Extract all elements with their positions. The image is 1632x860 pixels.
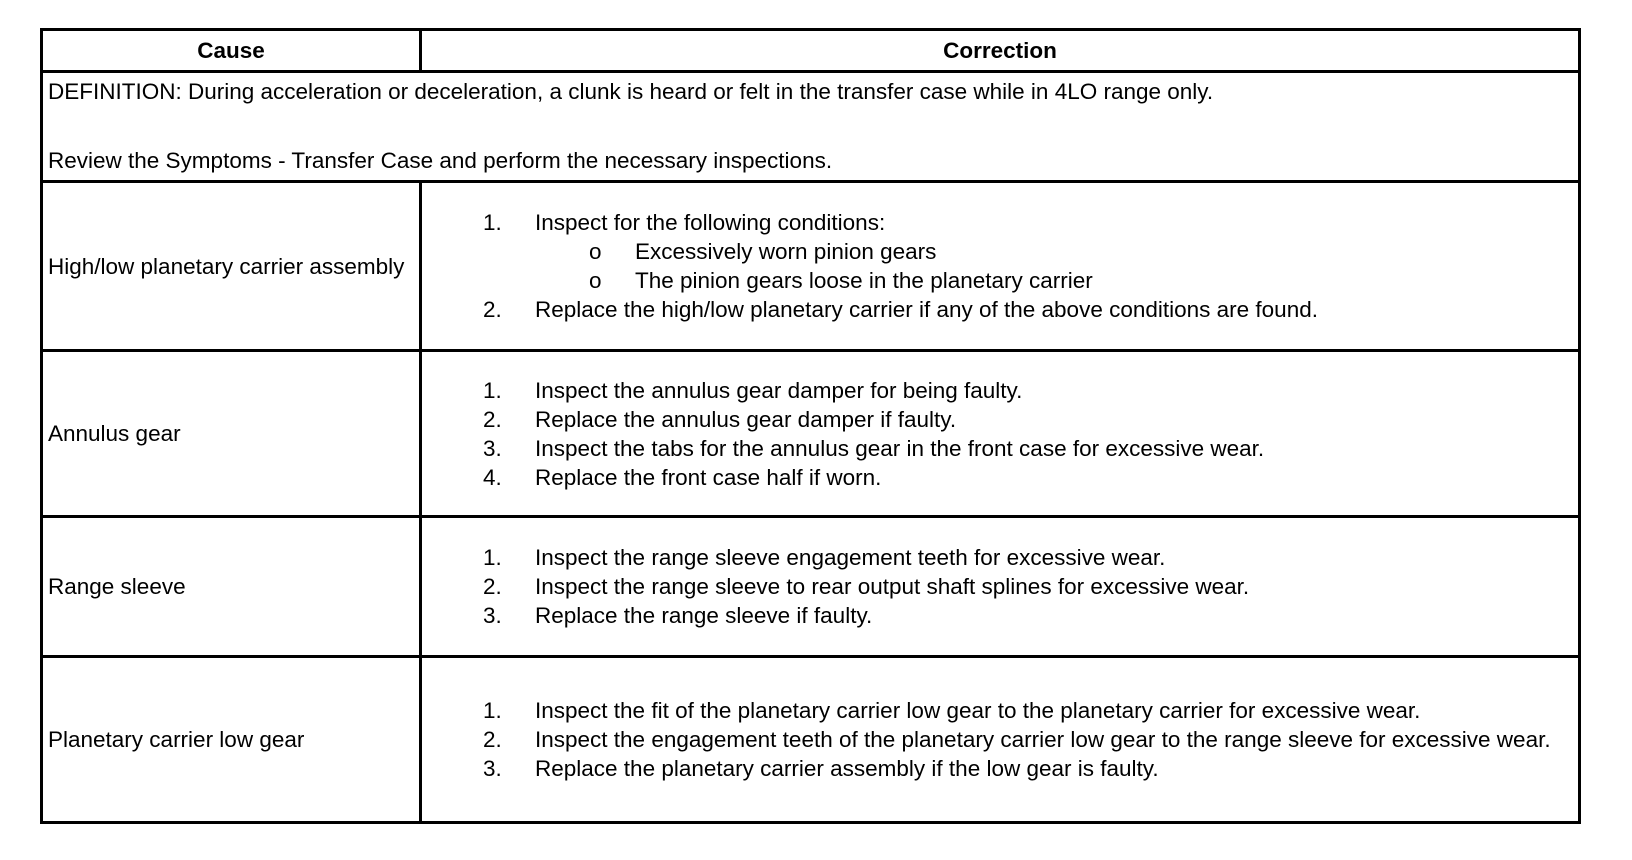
correction-step [427, 572, 1578, 601]
correction-steps [427, 376, 1578, 492]
correction-header: Correction [421, 30, 1580, 72]
step-number: 1. [483, 210, 502, 235]
definition-row [42, 72, 1580, 182]
correction-step [427, 696, 1578, 725]
step-number: 2. [483, 727, 502, 752]
definition-spacer [48, 106, 1578, 146]
condition-list [535, 237, 1578, 295]
step-text: Inspect the range sleeve engagement teeth for excessive wear. [535, 545, 1166, 570]
correction-steps [427, 208, 1578, 324]
step-text: Inspect the range sleeve to rear output shaft splines for excessive wear. [535, 574, 1250, 599]
cause-cell: High/low planetary carrier assembly [42, 182, 421, 351]
step-number: 3. [483, 756, 502, 781]
bullet-icon: o [589, 268, 602, 293]
correction-steps [427, 543, 1578, 630]
step-number: 2. [483, 574, 502, 599]
step-number: 2. [483, 406, 502, 432]
correction-step [427, 434, 1578, 463]
correction-step [427, 543, 1578, 572]
table-row [42, 182, 1580, 351]
step-text: Replace the range sleeve if faulty. [535, 603, 873, 628]
step-text: Replace the annulus gear damper if faulty. [535, 406, 957, 432]
table-row [42, 517, 1580, 657]
definition-cell [42, 72, 1580, 182]
correction-cell [421, 657, 1580, 823]
cause-header: Cause [42, 30, 421, 72]
step-text: Replace the planetary carrier assembly if the low gear is faulty. [535, 756, 1159, 781]
definition-text: DEFINITION: During acceleration or deceleration, a clunk is heard or felt in the transfer case while in 4LO range only. [48, 79, 1214, 104]
step-number: 1. [483, 377, 502, 403]
correction-steps [427, 696, 1578, 783]
correction-step [427, 601, 1578, 630]
step-text: Replace the high/low planetary carrier if any of the above conditions are found. [535, 297, 1318, 322]
step-number: 1. [483, 545, 502, 570]
step-text: Inspect the fit of the planetary carrier low gear to the planetary carrier for excessive wear. [535, 698, 1421, 723]
condition-text: Excessively worn pinion gears [635, 239, 937, 264]
cause-cell: Planetary carrier low gear [42, 657, 421, 823]
correction-step [427, 725, 1578, 754]
step-number: 3. [483, 603, 502, 628]
step-text: Inspect the tabs for the annulus gear in the front case for excessive wear. [535, 435, 1265, 461]
condition-item [535, 266, 1578, 295]
correction-cell [421, 351, 1580, 517]
diagnosis-table [40, 28, 1581, 824]
step-text: Inspect the annulus gear damper for being faulty. [535, 377, 1023, 403]
bullet-icon: o [589, 239, 602, 264]
correction-step [427, 376, 1578, 405]
correction-step [427, 208, 1578, 295]
correction-cell [421, 517, 1580, 657]
correction-step [427, 754, 1578, 783]
header-row [42, 30, 1580, 72]
step-text: Inspect the engagement teeth of the planetary carrier low gear to the range sleeve for excessive wear. [535, 727, 1551, 752]
review-symptoms-text: Review the Symptoms - Transfer Case and perform the necessary inspections. [48, 148, 833, 173]
step-text: Replace the front case half if worn. [535, 464, 882, 490]
step-text: Inspect for the following conditions: [535, 210, 886, 235]
table-row [42, 351, 1580, 517]
cause-cell: Range sleeve [42, 517, 421, 657]
correction-step [427, 463, 1578, 492]
condition-text: The pinion gears loose in the planetary carrier [635, 268, 1093, 293]
step-number: 1. [483, 698, 502, 723]
step-number: 4. [483, 464, 502, 490]
step-number: 3. [483, 435, 502, 461]
step-number: 2. [483, 297, 502, 322]
table-row [42, 657, 1580, 823]
cause-cell: Annulus gear [42, 351, 421, 517]
correction-step [427, 295, 1578, 324]
correction-cell [421, 182, 1580, 351]
correction-step [427, 405, 1578, 434]
condition-item [535, 237, 1578, 266]
